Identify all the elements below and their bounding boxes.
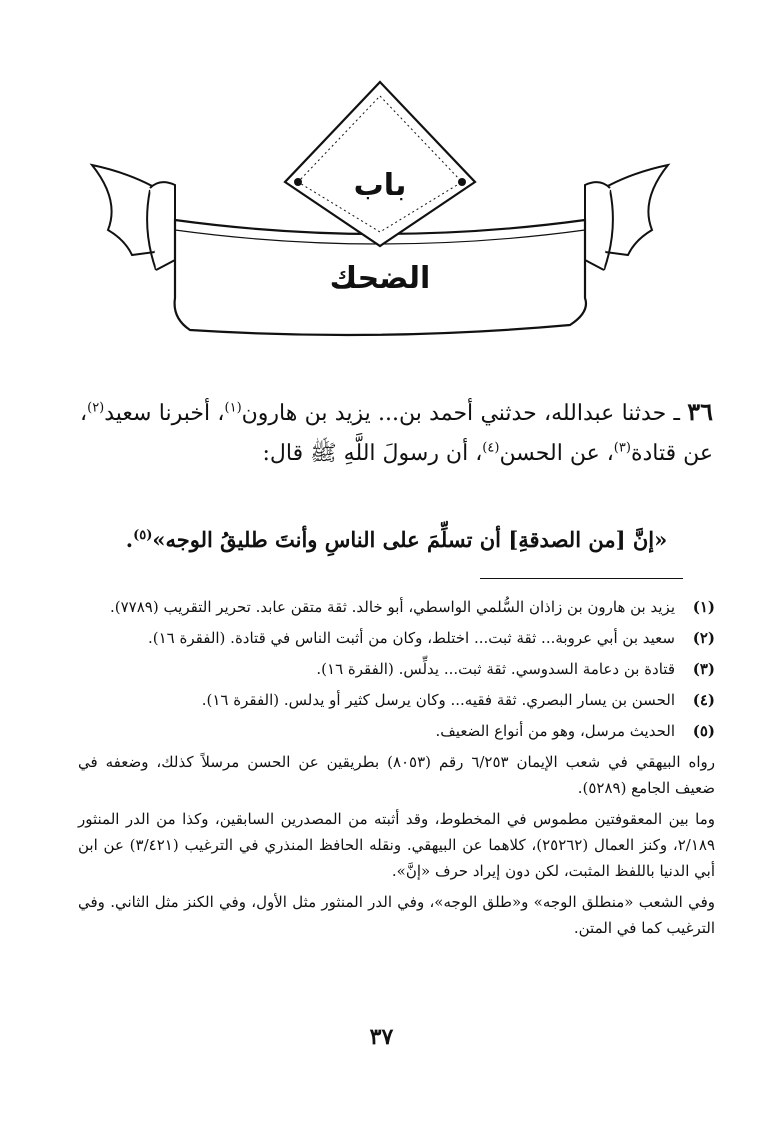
hadith-segment: ، أن رسولَ اللَّهِ ﷺ قال:	[262, 441, 483, 466]
footnote-ref: (٣)	[613, 440, 631, 456]
footnote-number: (١)	[692, 598, 715, 616]
hadith-segment: ، أخبرنا سعيد	[104, 401, 225, 426]
chapter-title: الضحك	[329, 261, 431, 296]
footnote-ref: (٥)	[133, 528, 153, 543]
footnote-text: يزيد بن هارون بن زاذان السُّلمي الواسطي، أبو خالد. ثقة متقن عابد. تحرير التقريب (٧٧٨٩).	[109, 598, 675, 616]
footnote-text: سعيد بن أبي عروبة... ثقة ثبت... اختلط، وكان من أثبت الناس في قتادة. (الفقرة ١٦).	[147, 629, 675, 647]
footnotes	[78, 594, 715, 946]
footnote-number: (٤)	[692, 691, 715, 709]
hadith-quote	[80, 520, 713, 560]
footnote-number: (٢)	[692, 629, 715, 647]
chapter-banner	[80, 80, 680, 350]
quote-end: .	[125, 527, 134, 552]
quote-text: «إنَّ [من الصدقةِ] أن تسلِّمَ على الناسِ وأنتَ طليقُ الوجه»	[152, 527, 668, 552]
hadith-text	[80, 392, 713, 474]
hadith-segment: ـ حدثنا عبدالله، حدثني أحمد بن... يزيد بن هارون	[241, 401, 688, 426]
footnote-paragraph: وفي الشعب «منطلق الوجه» و«طلق الوجه»، وفي الدر المنثور مثل الأول، وفي الكنز مثل الثاني. وفي الترغيب كما في المتن.	[78, 893, 715, 937]
footnote-paragraph: وما بين المعقوفتين مطموس في المخطوط، وقد أثبته من المصدرين السابقين، وكذا من الدر المنثور ٢/١٨٩، وكنز العمال (٢٥٢٦٢)، كلاهما عن البيهقي. ونقله الحافظ المنذري في الترغيب (٣/٤٢١) عن ابن أبي الدنيا باللفظ المثبت، لكن دون إيراد حرف «إنَّ».	[78, 810, 715, 880]
footnote-ref: (٢)	[87, 400, 105, 416]
footnote	[78, 594, 715, 620]
hadith-segment: ، عن الحسن	[499, 441, 614, 466]
footnote-ref: (١)	[224, 400, 242, 416]
footnote-text: الحسن بن يسار البصري. ثقة فقيه... وكان يرسل كثير أو يدلس. (الفقرة ١٦).	[201, 691, 675, 709]
footnote	[78, 687, 715, 713]
footnote-ref: (٤)	[482, 440, 500, 456]
hadith-number: ٣٦	[687, 397, 714, 426]
footnote-text: قتادة بن دعامة السدوسي. ثقة ثبت... يدلِّس. (الفقرة ١٦).	[316, 660, 675, 678]
footnote	[78, 625, 715, 651]
footnote-paragraph: رواه البيهقي في شعب الإيمان ٦/٢٥٣ رقم (٨٠٥٣) بطريقين عن الحسن مرسلاً كذلك، وضعفه في ضعيف الجامع (٥٢٨٩).	[78, 753, 715, 797]
hadith-segment: ، عن قتادة	[80, 401, 713, 466]
footnote-number: (٥)	[692, 722, 715, 740]
footnote	[78, 718, 715, 744]
chapter-label: باب	[353, 168, 407, 203]
footnote-divider	[480, 578, 683, 579]
footnote	[78, 656, 715, 682]
footnote-number: (٣)	[692, 660, 715, 678]
footnote-text: الحديث مرسل، وهو من أنواع الضعيف.	[435, 722, 675, 740]
page-number: ٣٧	[369, 1024, 394, 1050]
